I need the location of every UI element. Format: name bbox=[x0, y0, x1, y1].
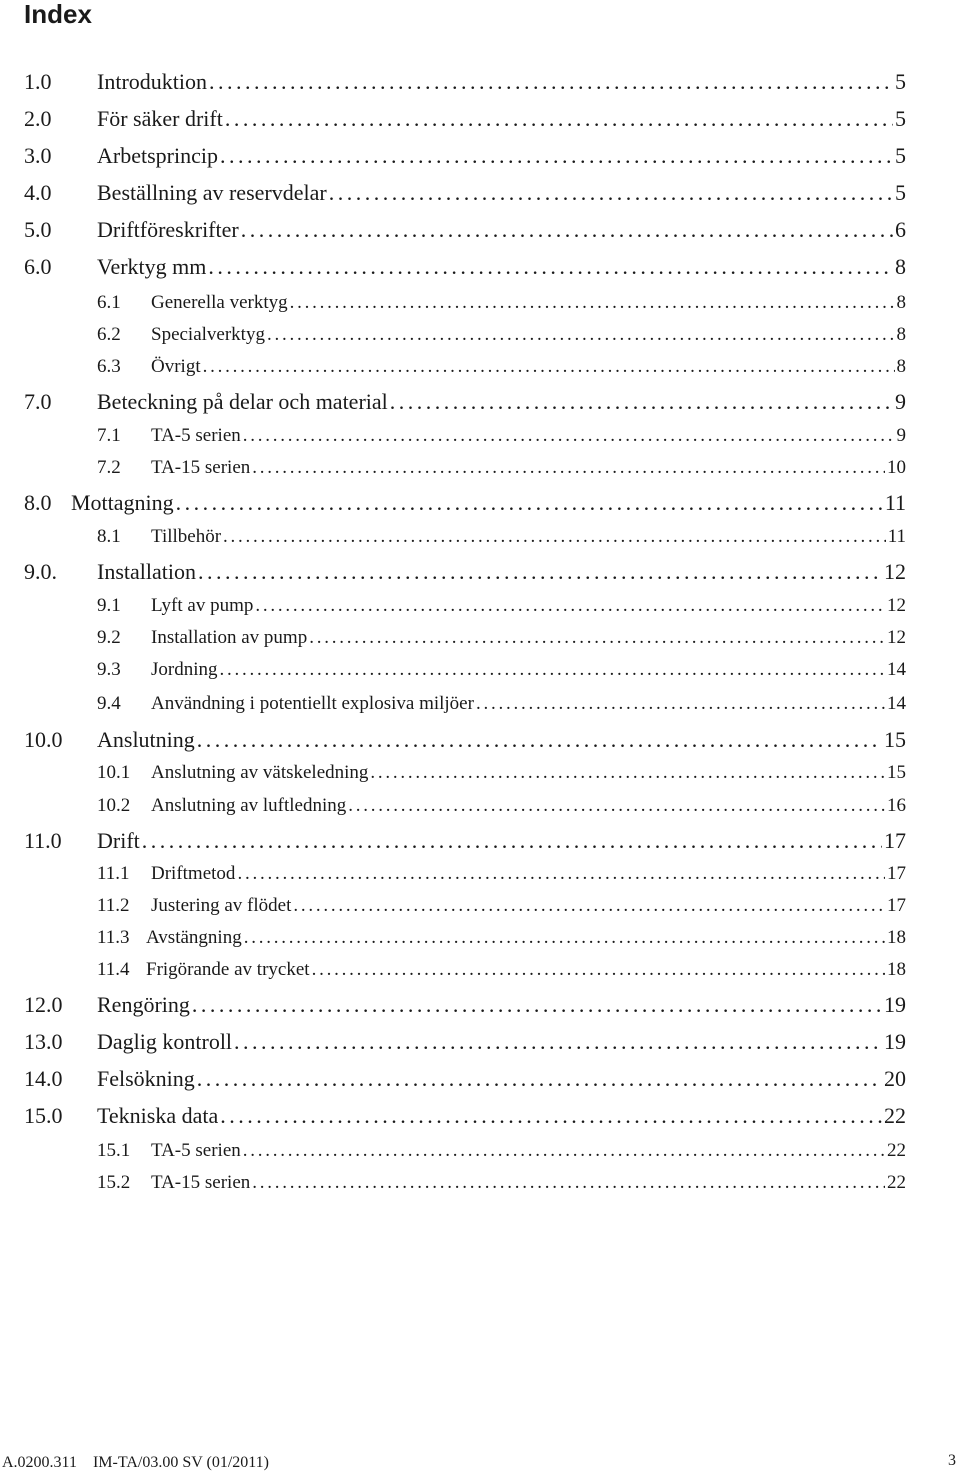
toc-entry[interactable] bbox=[24, 1029, 906, 1059]
toc-number: 7.2 bbox=[97, 457, 121, 478]
toc-number: 9.2 bbox=[97, 627, 121, 648]
toc-number: 12.0 bbox=[24, 992, 63, 1017]
dot-leader bbox=[176, 490, 883, 516]
toc-label: Avstängning bbox=[146, 927, 242, 948]
toc-page: 14 bbox=[887, 659, 906, 680]
toc-entry[interactable] bbox=[24, 180, 906, 210]
toc-page: 8 bbox=[896, 324, 906, 345]
toc-number: 14.0 bbox=[24, 1066, 63, 1091]
toc-subentry[interactable] bbox=[97, 526, 906, 552]
dot-leader bbox=[220, 1103, 882, 1129]
toc-number: 6.0 bbox=[24, 254, 52, 279]
dot-leader bbox=[223, 526, 886, 548]
toc-page: 18 bbox=[887, 927, 906, 948]
toc-page: 8 bbox=[896, 356, 906, 377]
dot-leader bbox=[209, 69, 893, 95]
toc-label: Specialverktyg bbox=[151, 324, 265, 345]
toc-page: 19 bbox=[884, 1029, 906, 1054]
toc-page: 11 bbox=[884, 490, 906, 515]
toc-page: 12 bbox=[887, 627, 906, 648]
dot-leader bbox=[208, 254, 893, 280]
toc-label: Introduktion bbox=[97, 69, 207, 94]
toc-label: Anslutning bbox=[97, 727, 195, 752]
toc-label: Arbetsprincip bbox=[97, 143, 218, 168]
toc-number: 9.0. bbox=[24, 559, 57, 584]
toc-label: Tekniska data bbox=[97, 1103, 219, 1128]
toc-page: 8 bbox=[896, 292, 906, 313]
toc-page: 5 bbox=[895, 180, 906, 205]
dot-leader bbox=[225, 106, 893, 132]
toc-label: Driftmetod bbox=[151, 863, 236, 884]
dot-leader bbox=[234, 1029, 882, 1055]
dot-leader bbox=[476, 693, 885, 715]
dot-leader bbox=[220, 143, 893, 169]
toc-number: 3.0 bbox=[24, 143, 52, 168]
toc-subentry[interactable] bbox=[97, 1140, 906, 1166]
toc-number: 11.4 bbox=[97, 959, 130, 980]
toc-number: 11.1 bbox=[97, 863, 130, 884]
toc-subentry[interactable] bbox=[97, 895, 906, 921]
dot-leader bbox=[198, 559, 882, 585]
dot-leader bbox=[142, 828, 882, 854]
toc-label: Mottagning bbox=[71, 490, 174, 515]
page-title: Index bbox=[24, 0, 92, 29]
toc-page: 15 bbox=[884, 727, 906, 752]
dot-leader bbox=[252, 1172, 885, 1194]
toc-number: 8.0 bbox=[24, 490, 52, 515]
toc-page: 17 bbox=[887, 895, 906, 916]
toc-label: Verktyg mm bbox=[97, 254, 207, 279]
toc-number: 11.0 bbox=[24, 828, 62, 853]
toc-page: 10 bbox=[887, 457, 906, 478]
toc-subentry[interactable] bbox=[97, 795, 906, 821]
toc-page: 8 bbox=[895, 254, 906, 279]
toc-page: 9 bbox=[896, 425, 906, 446]
dot-leader bbox=[329, 180, 893, 206]
dot-leader bbox=[192, 992, 882, 1018]
toc-label: Installation bbox=[97, 559, 196, 584]
toc-label: Installation av pump bbox=[151, 627, 308, 648]
toc-page: 22 bbox=[887, 1140, 906, 1161]
toc-number: 9.1 bbox=[97, 595, 121, 616]
toc-subentry[interactable] bbox=[97, 356, 906, 382]
toc-entry[interactable] bbox=[24, 69, 906, 99]
toc-entry[interactable] bbox=[24, 828, 906, 858]
toc-page: 5 bbox=[895, 106, 906, 131]
toc-page: 22 bbox=[884, 1103, 906, 1128]
toc-subentry[interactable] bbox=[97, 693, 906, 719]
toc-label: Drift bbox=[97, 828, 140, 853]
toc-subentry[interactable] bbox=[97, 292, 906, 318]
dot-leader bbox=[244, 927, 885, 949]
toc-number: 8.1 bbox=[97, 526, 121, 547]
dot-leader bbox=[203, 356, 895, 378]
toc-number: 13.0 bbox=[24, 1029, 63, 1054]
toc-entry[interactable] bbox=[24, 727, 906, 757]
toc-number: 15.1 bbox=[97, 1140, 131, 1161]
toc-page: 22 bbox=[887, 1172, 906, 1193]
toc-subentry[interactable] bbox=[97, 324, 906, 350]
toc-page: 5 bbox=[895, 143, 906, 168]
toc-entry[interactable] bbox=[24, 143, 906, 173]
toc-number: 7.0 bbox=[24, 389, 52, 414]
toc-number: 9.3 bbox=[97, 659, 121, 680]
toc-subentry[interactable] bbox=[97, 595, 906, 621]
dot-leader bbox=[267, 324, 895, 346]
toc-label: TA-15 serien bbox=[151, 1172, 251, 1193]
toc-label: Anslutning av luftledning bbox=[151, 795, 347, 816]
toc-entry[interactable] bbox=[24, 389, 906, 419]
toc-label: Beställning av reservdelar bbox=[97, 180, 327, 205]
toc-number: 6.1 bbox=[97, 292, 121, 313]
toc-page: 6 bbox=[895, 217, 906, 242]
dot-leader bbox=[237, 863, 885, 885]
dot-leader bbox=[293, 895, 885, 917]
toc-number: 1.0 bbox=[24, 69, 52, 94]
toc-page: 9 bbox=[895, 389, 906, 414]
toc-label: Frigörande av trycket bbox=[146, 959, 310, 980]
dot-leader bbox=[370, 762, 885, 784]
toc-label: Tillbehör bbox=[151, 526, 222, 547]
toc-subentry[interactable] bbox=[97, 627, 906, 653]
toc-label: TA-15 serien bbox=[151, 457, 251, 478]
toc-subentry[interactable] bbox=[97, 959, 906, 985]
toc-number: 10.1 bbox=[97, 762, 131, 783]
toc-entry[interactable] bbox=[24, 559, 906, 589]
toc-number: 10.2 bbox=[97, 795, 131, 816]
toc-page: 18 bbox=[887, 959, 906, 980]
dot-leader bbox=[348, 795, 885, 817]
dot-leader bbox=[252, 457, 885, 479]
toc-page: 16 bbox=[887, 795, 906, 816]
footer-page-number: 3 bbox=[948, 1452, 956, 1469]
toc-page: 15 bbox=[887, 762, 906, 783]
toc-number: 7.1 bbox=[97, 425, 121, 446]
toc-entry[interactable] bbox=[24, 106, 906, 136]
toc-number: 6.2 bbox=[97, 324, 121, 345]
toc-number: 11.3 bbox=[97, 927, 130, 948]
toc-number: 2.0 bbox=[24, 106, 52, 131]
toc-label: Beteckning på delar och material bbox=[97, 389, 388, 414]
toc-page: 17 bbox=[887, 863, 906, 884]
toc-label: Rengöring bbox=[97, 992, 190, 1017]
toc-number: 10.0 bbox=[24, 727, 63, 752]
toc-number: 6.3 bbox=[97, 356, 121, 377]
toc-label: Driftföreskrifter bbox=[97, 217, 239, 242]
toc-label: Justering av flödet bbox=[151, 895, 292, 916]
toc-entry[interactable] bbox=[24, 1066, 906, 1096]
toc-page: 20 bbox=[884, 1066, 906, 1091]
toc-number: 9.4 bbox=[97, 693, 121, 714]
toc-label: Anslutning av vätskeledning bbox=[151, 762, 369, 783]
toc-number: 5.0 bbox=[24, 217, 52, 242]
dot-leader bbox=[309, 627, 885, 649]
toc-subentry[interactable] bbox=[97, 457, 906, 483]
toc-entry[interactable] bbox=[24, 1103, 906, 1133]
toc-subentry[interactable] bbox=[97, 762, 906, 788]
dot-leader bbox=[197, 727, 882, 753]
toc-page: 5 bbox=[895, 69, 906, 94]
toc-label: Daglig kontroll bbox=[97, 1029, 233, 1054]
dot-leader bbox=[241, 217, 893, 243]
toc-label: Användning i potentiellt explosiva miljöer bbox=[151, 693, 474, 714]
dot-leader bbox=[220, 659, 886, 681]
toc-subentry[interactable] bbox=[97, 425, 906, 451]
toc-page: 14 bbox=[887, 693, 906, 714]
toc-number: 15.0 bbox=[24, 1103, 63, 1128]
dot-leader bbox=[312, 959, 885, 981]
footer-document-id: A.0200.311 IM-TA/03.00 SV (01/2011) bbox=[2, 1454, 270, 1471]
toc-page: 12 bbox=[884, 559, 906, 584]
toc-page: 17 bbox=[884, 828, 906, 853]
toc-entry[interactable] bbox=[24, 490, 906, 520]
toc-number: 15.2 bbox=[97, 1172, 131, 1193]
toc-subentry[interactable] bbox=[97, 659, 906, 685]
toc-number: 4.0 bbox=[24, 180, 52, 205]
dot-leader bbox=[255, 595, 885, 617]
dot-leader bbox=[197, 1066, 882, 1092]
toc-label: Generella verktyg bbox=[151, 292, 288, 313]
toc-entry[interactable] bbox=[24, 992, 906, 1022]
toc-entry[interactable] bbox=[24, 217, 906, 247]
toc-label: TA-5 serien bbox=[151, 425, 241, 446]
toc-label: För säker drift bbox=[97, 106, 223, 131]
toc-page: 12 bbox=[887, 595, 906, 616]
toc-number: 11.2 bbox=[97, 895, 130, 916]
dot-leader bbox=[243, 1140, 885, 1162]
toc-entry[interactable] bbox=[24, 254, 906, 284]
toc-subentry[interactable] bbox=[97, 1172, 906, 1198]
dot-leader bbox=[290, 292, 895, 314]
toc-label: Övrigt bbox=[151, 356, 201, 377]
toc-label: TA-5 serien bbox=[151, 1140, 241, 1161]
toc-subentry[interactable] bbox=[97, 863, 906, 889]
toc-subentry[interactable] bbox=[97, 927, 906, 953]
toc-label: Jordning bbox=[151, 659, 218, 680]
toc-page: 11 bbox=[887, 526, 906, 547]
toc-page: 19 bbox=[884, 992, 906, 1017]
dot-leader bbox=[390, 389, 893, 415]
toc-label: Lyft av pump bbox=[151, 595, 254, 616]
toc-label: Felsökning bbox=[97, 1066, 195, 1091]
dot-leader bbox=[243, 425, 895, 447]
